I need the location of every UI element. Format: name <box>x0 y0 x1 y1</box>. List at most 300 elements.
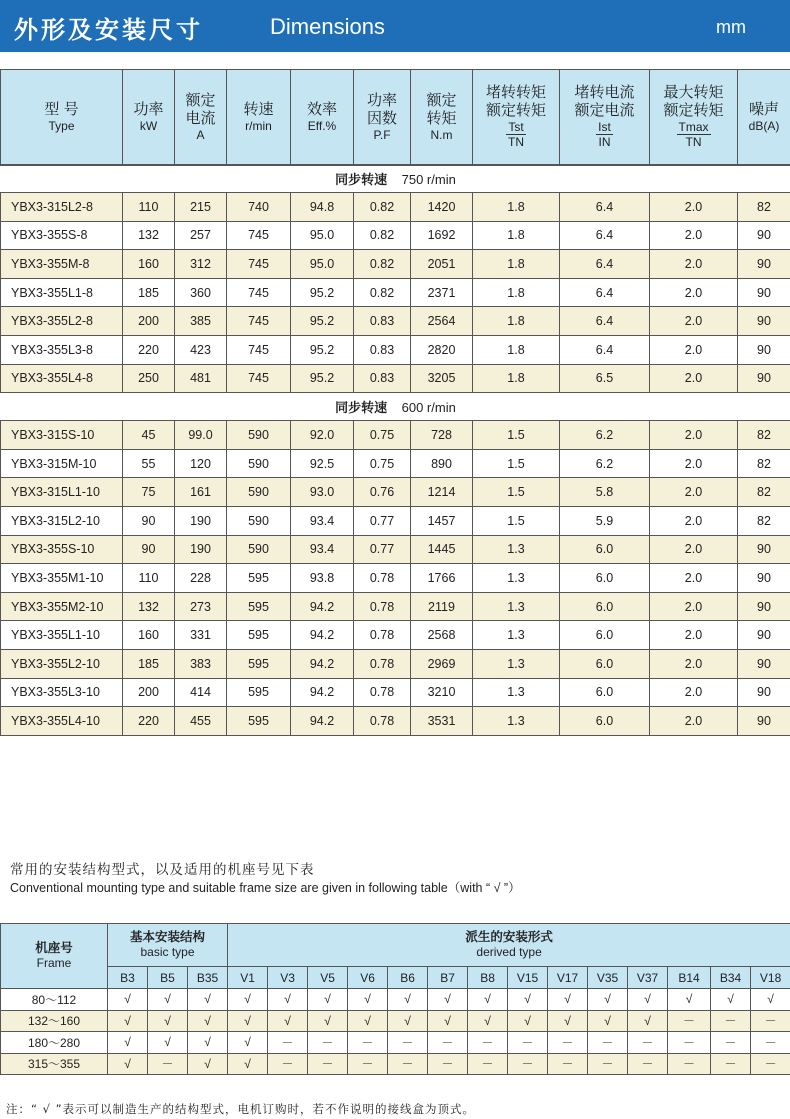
table-cell: 2.0 <box>650 478 738 507</box>
table-cell: 0.78 <box>354 649 411 678</box>
table-cell: 1.3 <box>473 564 560 593</box>
table-cell: 92.0 <box>291 421 354 450</box>
table-cell: 132 <box>123 221 175 250</box>
table-row <box>1 535 790 564</box>
mark-cell: √ <box>468 989 508 1011</box>
table-cell: 95.2 <box>291 278 354 307</box>
table-cell: 1.3 <box>473 621 560 650</box>
mark-cell: √ <box>428 1010 468 1032</box>
table-cell: 110 <box>123 193 175 222</box>
mark-cell: － <box>268 1053 308 1075</box>
unit-label: mm <box>716 17 746 37</box>
table-cell: YBX3-315S-10 <box>1 421 123 450</box>
table-cell: 0.77 <box>354 535 411 564</box>
table-row <box>1 506 790 535</box>
mounting-types-row <box>1 967 790 989</box>
table-cell: 90 <box>738 250 790 279</box>
table-cell: 0.78 <box>354 621 411 650</box>
col-power: 功率 kW <box>123 70 175 165</box>
table-cell: 360 <box>175 278 227 307</box>
col-power-factor: 功率 因数 P.F <box>354 70 411 165</box>
table-cell: 6.0 <box>560 564 650 593</box>
mark-cell: － <box>628 1053 668 1075</box>
col-speed: 转速 r/min <box>227 70 291 165</box>
table-cell: 0.83 <box>354 364 411 393</box>
table-row <box>1 707 790 736</box>
mount-col-frame: 机座号 Frame <box>1 924 108 989</box>
mark-cell: √ <box>308 1010 348 1032</box>
mark-cell: √ <box>108 1010 148 1032</box>
mount-type-header: B6 <box>388 967 428 989</box>
page-title-cn: 外形及安装尺寸 <box>14 16 203 44</box>
table-cell: 93.8 <box>291 564 354 593</box>
table-cell: YBX3-315L2-8 <box>1 193 123 222</box>
col-type: 型 号 Type <box>1 70 123 165</box>
mark-cell: － <box>548 1053 588 1075</box>
table-cell: 5.8 <box>560 478 650 507</box>
table-cell: 6.0 <box>560 707 650 736</box>
table-row <box>1 421 790 450</box>
table-cell: 82 <box>738 421 790 450</box>
table-row <box>1 335 790 364</box>
table-cell: 228 <box>175 564 227 593</box>
table-cell: 90 <box>738 535 790 564</box>
mount-type-header: V1 <box>228 967 268 989</box>
mark-cell: √ <box>148 1032 188 1054</box>
table-cell: 1.3 <box>473 678 560 707</box>
table-cell: 92.5 <box>291 449 354 478</box>
table-cell: 2.0 <box>650 221 738 250</box>
table-cell: 0.77 <box>354 506 411 535</box>
mark-cell: － <box>428 1053 468 1075</box>
mark-cell: － <box>388 1053 428 1075</box>
table-row <box>1 621 790 650</box>
table-cell: 6.4 <box>560 193 650 222</box>
mount-type-header: B35 <box>188 967 228 989</box>
mounting-note-cn: 常用的安装结构型式，以及适用的机座号见下表 <box>10 862 315 878</box>
table-cell: 2.0 <box>650 649 738 678</box>
table-cell: YBX3-355L4-10 <box>1 707 123 736</box>
mark-cell: － <box>668 1010 711 1032</box>
table-cell: 220 <box>123 335 175 364</box>
table-cell: 2.0 <box>650 364 738 393</box>
table-cell: 1.8 <box>473 250 560 279</box>
table-cell: 93.4 <box>291 506 354 535</box>
table-cell: 93.0 <box>291 478 354 507</box>
speed-group-row <box>1 393 790 421</box>
table-cell: 161 <box>175 478 227 507</box>
table-row <box>1 449 790 478</box>
mark-cell: － <box>428 1032 468 1054</box>
mark-cell: √ <box>428 989 468 1011</box>
mark-cell: √ <box>268 989 308 1011</box>
col-max-torque-ratio: 最大转矩 额定转矩 $\frac{Tmax}{TN}$ <box>650 70 738 165</box>
table-cell: 2.0 <box>650 592 738 621</box>
mounting-body <box>1 989 790 1075</box>
table-cell: 185 <box>123 649 175 678</box>
mounting-table <box>0 923 790 1075</box>
col-noise: 噪声 dB(A) <box>738 70 790 165</box>
mark-cell: － <box>468 1032 508 1054</box>
mount-type-header: V37 <box>628 967 668 989</box>
table-cell: YBX3-315L2-10 <box>1 506 123 535</box>
mark-cell: － <box>468 1053 508 1075</box>
table-cell: 0.82 <box>354 221 411 250</box>
table-cell: 90 <box>738 649 790 678</box>
mount-type-header: V35 <box>588 967 628 989</box>
table-cell: 6.0 <box>560 678 650 707</box>
table-cell: 2.0 <box>650 564 738 593</box>
table-cell: 6.4 <box>560 335 650 364</box>
table-cell: 90 <box>738 564 790 593</box>
table-cell: YBX3-355L4-8 <box>1 364 123 393</box>
table-cell: 890 <box>411 449 473 478</box>
table-cell: 6.0 <box>560 535 650 564</box>
table-cell: 185 <box>123 278 175 307</box>
table-cell: 1.5 <box>473 421 560 450</box>
page-title-en: Dimensions <box>270 14 385 39</box>
table-cell: 383 <box>175 649 227 678</box>
table-cell: 2.0 <box>650 506 738 535</box>
mount-type-header: V17 <box>548 967 588 989</box>
mark-cell: √ <box>108 989 148 1011</box>
speed-group-label <box>1 393 790 421</box>
mark-cell: － <box>751 1053 790 1075</box>
mark-cell: － <box>548 1032 588 1054</box>
table-cell: 90 <box>123 506 175 535</box>
table-cell: 215 <box>175 193 227 222</box>
mount-type-header: V3 <box>268 967 308 989</box>
table-cell: 595 <box>227 678 291 707</box>
col-efficiency: 效率 Eff.% <box>291 70 354 165</box>
mounting-note-en: Conventional mounting type and suitable frame size are given in following table（with “ √ ”） <box>10 881 521 895</box>
table-cell: 75 <box>123 478 175 507</box>
table-cell: 6.2 <box>560 449 650 478</box>
frame-cell: 80～112 <box>1 989 108 1011</box>
table-cell: 95.2 <box>291 307 354 336</box>
mark-cell: √ <box>308 989 348 1011</box>
mark-cell: － <box>588 1032 628 1054</box>
table-cell: 0.78 <box>354 678 411 707</box>
frame-cell: 180～280 <box>1 1032 108 1054</box>
table-cell: 745 <box>227 335 291 364</box>
table-cell: 45 <box>123 421 175 450</box>
title-banner <box>0 0 790 52</box>
table-cell: 90 <box>738 335 790 364</box>
mark-cell: √ <box>228 1053 268 1075</box>
table-cell: 273 <box>175 592 227 621</box>
speed-group-label-speed: 600 r/min <box>401 400 456 416</box>
table-cell: 1457 <box>411 506 473 535</box>
table-cell: 250 <box>123 364 175 393</box>
table-cell: 590 <box>227 535 291 564</box>
table-cell: 1.3 <box>473 707 560 736</box>
mark-cell: － <box>388 1032 428 1054</box>
mark-cell: － <box>148 1053 188 1075</box>
speed-group-label <box>1 165 790 193</box>
table-row <box>1 307 790 336</box>
table-cell: 331 <box>175 621 227 650</box>
mark-cell: － <box>508 1053 548 1075</box>
table-cell: 90 <box>738 707 790 736</box>
mark-cell: － <box>308 1053 348 1075</box>
mark-cell: √ <box>588 1010 628 1032</box>
table-cell: 2.0 <box>650 278 738 307</box>
table-cell: 2.0 <box>650 535 738 564</box>
performance-table <box>0 69 790 736</box>
table-cell: 94.2 <box>291 592 354 621</box>
mark-cell: √ <box>468 1010 508 1032</box>
table-cell: 0.82 <box>354 193 411 222</box>
mark-cell: － <box>711 1053 751 1075</box>
table-cell: 200 <box>123 678 175 707</box>
table-cell: 6.5 <box>560 364 650 393</box>
table-cell: 745 <box>227 221 291 250</box>
mark-cell: √ <box>188 1010 228 1032</box>
table-row <box>1 278 790 307</box>
table-cell: 1.3 <box>473 592 560 621</box>
table-row <box>1 193 790 222</box>
col-rated-torque: 额定 转矩 N.m <box>411 70 473 165</box>
table-cell: 94.2 <box>291 678 354 707</box>
table-cell: 1.8 <box>473 307 560 336</box>
table-cell: 745 <box>227 278 291 307</box>
table-cell: 0.78 <box>354 564 411 593</box>
table-cell: 1420 <box>411 193 473 222</box>
table-cell: YBX3-355L1-8 <box>1 278 123 307</box>
table-cell: 160 <box>123 621 175 650</box>
mark-cell: √ <box>348 989 388 1011</box>
mount-type-header: B3 <box>108 967 148 989</box>
table-cell: 90 <box>738 307 790 336</box>
mark-cell: √ <box>668 989 711 1011</box>
table-cell: 0.83 <box>354 307 411 336</box>
table-cell: 590 <box>227 421 291 450</box>
table-cell: 90 <box>738 364 790 393</box>
col-current: 额定 电流 A <box>175 70 227 165</box>
table-cell: YBX3-315M-10 <box>1 449 123 478</box>
performance-body <box>1 165 790 736</box>
table-cell: 95.2 <box>291 364 354 393</box>
footnote: 注：“ √ ”表示可以制造生产的结构型式，电机订购时，若不作说明的接线盒为顶式。 <box>6 1102 476 1116</box>
speed-group-label-cn: 同步转速 <box>335 172 388 188</box>
mark-cell: √ <box>148 989 188 1011</box>
speed-group-row <box>1 165 790 193</box>
table-cell: 2.0 <box>650 421 738 450</box>
table-cell: YBX3-355L2-8 <box>1 307 123 336</box>
speed-group-label-cn: 同步转速 <box>335 400 388 416</box>
table-cell: 2.0 <box>650 449 738 478</box>
table-cell: 94.8 <box>291 193 354 222</box>
mark-cell: √ <box>588 989 628 1011</box>
table-cell: 595 <box>227 707 291 736</box>
mark-cell: √ <box>188 989 228 1011</box>
mark-cell: √ <box>268 1010 308 1032</box>
table-cell: 6.4 <box>560 278 650 307</box>
table-cell: 82 <box>738 449 790 478</box>
table-cell: 90 <box>738 278 790 307</box>
table-cell: YBX3-355L3-10 <box>1 678 123 707</box>
mark-cell: － <box>588 1053 628 1075</box>
table-cell: 99.0 <box>175 421 227 450</box>
table-cell: 110 <box>123 564 175 593</box>
table-cell: 6.2 <box>560 421 650 450</box>
table-cell: 0.76 <box>354 478 411 507</box>
mark-cell: √ <box>188 1053 228 1075</box>
table-cell: YBX3-355M-8 <box>1 250 123 279</box>
table-cell: 94.2 <box>291 649 354 678</box>
table-row <box>1 564 790 593</box>
mount-type-header: V6 <box>348 967 388 989</box>
mark-cell: － <box>348 1032 388 1054</box>
mark-cell: √ <box>711 989 751 1011</box>
table-cell: 257 <box>175 221 227 250</box>
mark-cell: √ <box>548 1010 588 1032</box>
table-cell: 6.0 <box>560 621 650 650</box>
table-cell: 1.8 <box>473 278 560 307</box>
mark-cell: － <box>268 1032 308 1054</box>
mark-cell: √ <box>388 1010 428 1032</box>
table-cell: 3205 <box>411 364 473 393</box>
mount-type-header: B34 <box>711 967 751 989</box>
table-cell: 0.75 <box>354 421 411 450</box>
table-cell: 6.4 <box>560 307 650 336</box>
mark-cell: √ <box>188 1032 228 1054</box>
table-cell: 1.3 <box>473 535 560 564</box>
table-cell: 590 <box>227 449 291 478</box>
table-cell: 595 <box>227 592 291 621</box>
mark-cell: － <box>668 1032 711 1054</box>
table-cell: 95.0 <box>291 250 354 279</box>
table-cell: 2.0 <box>650 250 738 279</box>
table-cell: YBX3-355M1-10 <box>1 564 123 593</box>
table-cell: 595 <box>227 649 291 678</box>
table-cell: 90 <box>738 621 790 650</box>
table-cell: 200 <box>123 307 175 336</box>
table-cell: 82 <box>738 193 790 222</box>
table-row <box>1 678 790 707</box>
table-cell: 1.3 <box>473 649 560 678</box>
mark-cell: √ <box>508 989 548 1011</box>
mount-type-header: B14 <box>668 967 711 989</box>
mark-cell: － <box>751 1010 790 1032</box>
performance-header-row <box>1 70 790 165</box>
table-row <box>1 1053 790 1075</box>
table-cell: 740 <box>227 193 291 222</box>
table-cell: 2.0 <box>650 307 738 336</box>
table-cell: 2.0 <box>650 707 738 736</box>
table-cell: 5.9 <box>560 506 650 535</box>
table-cell: 93.4 <box>291 535 354 564</box>
table-cell: 385 <box>175 307 227 336</box>
mounting-header-row <box>1 924 790 967</box>
table-cell: 2564 <box>411 307 473 336</box>
table-row <box>1 1010 790 1032</box>
table-cell: 2.0 <box>650 193 738 222</box>
table-cell: YBX3-355S-10 <box>1 535 123 564</box>
frame-cell: 132～160 <box>1 1010 108 1032</box>
table-cell: 2371 <box>411 278 473 307</box>
table-cell: 1.5 <box>473 478 560 507</box>
table-cell: 312 <box>175 250 227 279</box>
table-cell: 1.8 <box>473 193 560 222</box>
table-cell: 1214 <box>411 478 473 507</box>
table-cell: 82 <box>738 506 790 535</box>
table-cell: 90 <box>738 592 790 621</box>
mark-cell: √ <box>508 1010 548 1032</box>
table-cell: YBX3-355L3-8 <box>1 335 123 364</box>
table-cell: 90 <box>738 678 790 707</box>
mark-cell: － <box>711 1032 751 1054</box>
mark-cell: √ <box>751 989 790 1011</box>
table-cell: 2051 <box>411 250 473 279</box>
table-cell: 0.82 <box>354 250 411 279</box>
mark-cell: √ <box>348 1010 388 1032</box>
table-cell: 2.0 <box>650 335 738 364</box>
table-cell: 220 <box>123 707 175 736</box>
mark-cell: √ <box>228 1010 268 1032</box>
mount-type-header: B7 <box>428 967 468 989</box>
table-cell: 595 <box>227 564 291 593</box>
table-cell: 745 <box>227 250 291 279</box>
mark-cell: √ <box>548 989 588 1011</box>
mark-cell: √ <box>628 989 668 1011</box>
mark-cell: － <box>348 1053 388 1075</box>
mark-cell: √ <box>108 1032 148 1054</box>
table-cell: 3531 <box>411 707 473 736</box>
mount-col-basic: 基本安装结构 basic type <box>108 924 228 967</box>
table-cell: 2969 <box>411 649 473 678</box>
mark-cell: √ <box>228 989 268 1011</box>
table-cell: 481 <box>175 364 227 393</box>
frame-cell: 315～355 <box>1 1053 108 1075</box>
mark-cell: － <box>628 1032 668 1054</box>
table-cell: 95.0 <box>291 221 354 250</box>
mark-cell: √ <box>108 1053 148 1075</box>
table-cell: 90 <box>123 535 175 564</box>
table-cell: 1692 <box>411 221 473 250</box>
table-cell: 1766 <box>411 564 473 593</box>
mark-cell: √ <box>628 1010 668 1032</box>
table-cell: 190 <box>175 506 227 535</box>
mount-type-header: B5 <box>148 967 188 989</box>
table-cell: 94.2 <box>291 707 354 736</box>
table-cell: 0.82 <box>354 278 411 307</box>
table-cell: 2.0 <box>650 621 738 650</box>
table-cell: 2820 <box>411 335 473 364</box>
table-cell: 6.4 <box>560 250 650 279</box>
table-cell: 120 <box>175 449 227 478</box>
table-cell: 595 <box>227 621 291 650</box>
table-cell: 3210 <box>411 678 473 707</box>
table-cell: 190 <box>175 535 227 564</box>
speed-group-label-speed: 750 r/min <box>401 172 456 188</box>
mount-type-header: V15 <box>508 967 548 989</box>
table-cell: 745 <box>227 364 291 393</box>
table-cell: 2.0 <box>650 678 738 707</box>
table-cell: 455 <box>175 707 227 736</box>
table-cell: 590 <box>227 506 291 535</box>
table-row <box>1 989 790 1011</box>
table-cell: 590 <box>227 478 291 507</box>
table-cell: 728 <box>411 421 473 450</box>
table-cell: YBX3-355M2-10 <box>1 592 123 621</box>
table-cell: YBX3-315L1-10 <box>1 478 123 507</box>
table-cell: 6.0 <box>560 649 650 678</box>
table-cell: 745 <box>227 307 291 336</box>
table-cell: 6.4 <box>560 221 650 250</box>
mount-type-header: V18 <box>751 967 790 989</box>
